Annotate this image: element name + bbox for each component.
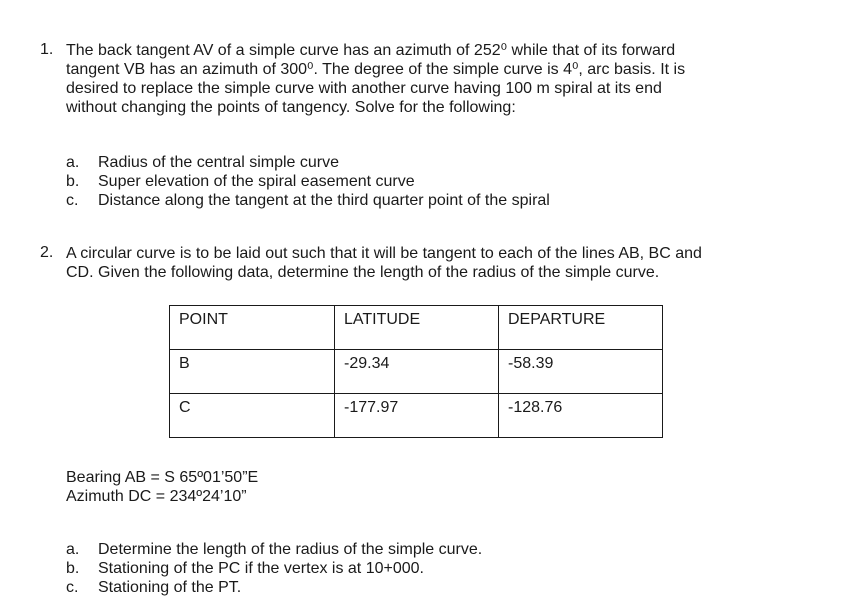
table-cell: -29.34: [335, 350, 499, 394]
item-letter: a.: [66, 541, 80, 558]
column-header-departure: DEPARTURE: [499, 306, 663, 350]
table-cell: C: [170, 394, 335, 438]
list-item: [40, 153, 820, 172]
data-table: [169, 305, 663, 438]
column-header-latitude: LATITUDE: [335, 306, 499, 350]
problem-1-line: without changing the points of tangency. Solve for the following:: [66, 99, 516, 116]
item-letter: c.: [66, 579, 79, 596]
problem-2-statement: [66, 244, 840, 282]
table-cell: B: [170, 350, 335, 394]
problem-2-line: A circular curve is to be laid out such that it will be tangent to each of the lines AB, BC and: [66, 245, 702, 262]
list-item: [40, 578, 820, 597]
problem-1-line: tangent VB has an azimuth of 300⁰. The degree of the simple curve is 4⁰, arc basis. It is: [66, 61, 686, 78]
problem-2-number: 2.: [40, 244, 54, 261]
problem-1-line: The back tangent AV of a simple curve has an azimuth of 252⁰ while that of its forward: [66, 42, 676, 59]
problem-1-number: 1.: [40, 41, 54, 58]
problem-2-items: [40, 540, 820, 597]
table-cell: -177.97: [335, 394, 499, 438]
problem-2: [40, 244, 840, 282]
item-letter: c.: [66, 192, 79, 209]
item-text: Determine the length of the radius of the simple curve.: [98, 541, 483, 558]
item-text: Distance along the tangent at the third quarter point of the spiral: [98, 192, 550, 209]
list-item: [40, 172, 820, 191]
list-item: [40, 540, 820, 559]
list-item: [40, 191, 820, 210]
item-text: Super elevation of the spiral easement curve: [98, 173, 415, 190]
given-bearing: Bearing AB = S 65º01’50”E: [66, 469, 259, 486]
table-cell: -58.39: [499, 350, 663, 394]
problem-1: [40, 41, 840, 117]
problem-1-line: desired to replace the simple curve with another curve having 100 m spiral at its end: [66, 80, 662, 97]
item-text: Radius of the central simple curve: [98, 154, 339, 171]
table-row: [170, 394, 663, 438]
item-letter: b.: [66, 560, 80, 577]
item-letter: b.: [66, 173, 80, 190]
column-header-point: POINT: [170, 306, 335, 350]
table-cell: -128.76: [499, 394, 663, 438]
table-row: [170, 350, 663, 394]
table-header-row: [170, 306, 663, 350]
item-letter: a.: [66, 154, 80, 171]
given-azimuth: Azimuth DC = 234º24’10”: [66, 488, 247, 505]
item-text: Stationing of the PC if the vertex is at 10+000.: [98, 560, 424, 577]
problem-1-items: [40, 153, 820, 210]
problem-2-line: CD. Given the following data, determine the length of the radius of the simple curve.: [66, 264, 660, 281]
list-item: [40, 559, 820, 578]
problem-1-statement: [66, 41, 840, 117]
item-text: Stationing of the PT.: [98, 579, 242, 596]
